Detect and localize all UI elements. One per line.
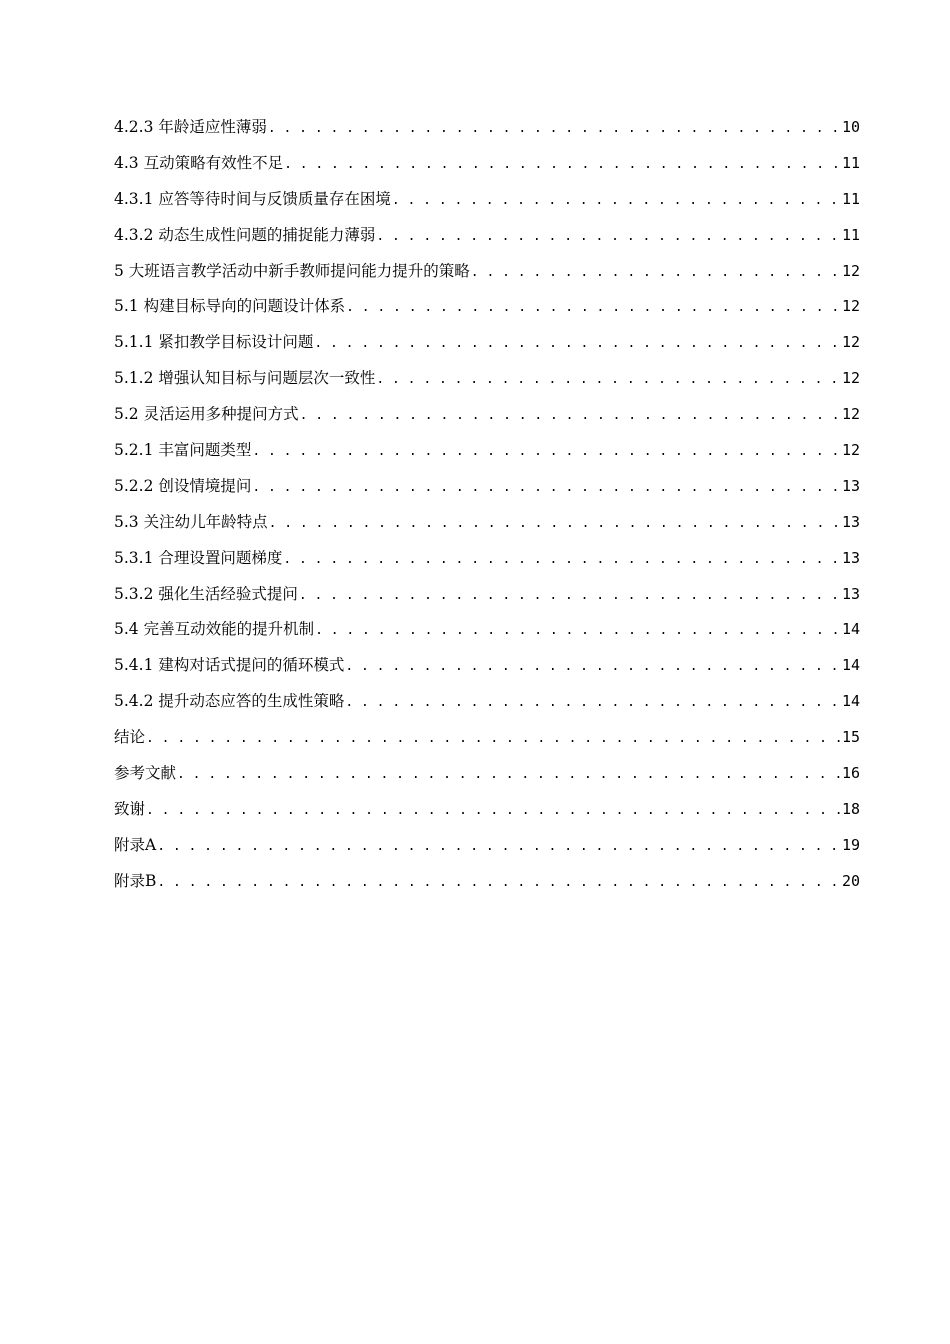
toc-entry-title: 5.1.1 紧扣教学目标设计问题 [114,333,314,352]
toc-entry[interactable] [114,218,860,254]
toc-page-number: 14 [841,656,860,675]
toc-entry[interactable] [114,648,860,684]
toc-entry[interactable] [114,397,860,433]
toc-dot-leader [345,649,840,685]
toc-page-number: 10 [841,118,860,136]
toc-entry-title: 5.4.1 建构对话式提问的循环模式 [114,656,345,675]
toc-dot-leader [252,434,840,470]
toc-dot-leader [157,829,840,865]
toc-dot-leader [376,219,840,255]
toc-dot-leader [146,721,840,757]
toc-dot-leader [268,111,840,147]
toc-entry-title: 5.2.1 丰富问题类型 [114,441,252,460]
toc-dot-leader [252,470,840,506]
toc-entry[interactable] [114,289,860,325]
toc-dot-leader [315,613,840,649]
toc-entry[interactable] [114,792,860,828]
toc-entry-title: 4.3 互动策略有效性不足 [114,153,284,172]
toc-dot-leader [392,183,840,219]
toc-dot-leader [177,757,840,793]
toc-entry-title: 5 大班语言教学活动中新手教师提问能力提升的策略 [114,261,470,280]
toc-page-number: 18 [841,799,860,818]
toc-page-number: 13 [841,548,860,567]
toc-page-number: 12 [841,261,860,280]
toc-dot-leader [283,542,840,578]
toc-entry[interactable] [114,325,860,361]
toc-page-number: 16 [841,764,860,783]
toc-entry-title: 5.3.1 合理设置问题梯度 [114,548,283,567]
toc-dot-leader [300,398,840,434]
toc-entry-title: 4.3.1 应答等待时间与反馈质量存在困境 [114,189,391,208]
toc-entry-title: 5.3 关注幼儿年龄特点 [114,512,268,531]
toc-entry[interactable] [114,361,860,397]
toc-page-number: 13 [841,476,860,495]
toc-page-number: 14 [841,692,860,711]
toc-entry-title: 附录A [114,835,157,854]
toc-entry[interactable] [114,254,860,290]
toc-page-number: 15 [841,728,860,747]
toc-dot-leader [376,362,840,398]
toc-entry-title: 4.2.3 年龄适应性薄弱 [114,118,267,136]
toc-entry-title: 5.1.2 增强认知目标与问题层次一致性 [114,369,376,388]
toc-dot-leader [299,578,840,614]
toc-page-number: 12 [841,297,860,316]
toc-entry[interactable] [114,146,860,182]
toc-entry[interactable] [114,684,860,720]
toc-entry-title: 5.2.2 创设情境提问 [114,476,252,495]
toc-dot-leader [157,865,840,901]
toc-entry[interactable] [114,110,860,146]
toc-entry[interactable] [114,541,860,577]
table-of-contents [114,110,860,900]
toc-page-number: 11 [841,153,860,172]
toc-entry[interactable] [114,864,860,900]
toc-page-number: 13 [841,584,860,603]
toc-dot-leader [314,326,840,362]
toc-dot-leader [345,685,840,721]
toc-dot-leader [346,290,840,326]
toc-entry[interactable] [114,756,860,792]
toc-dot-leader [471,255,840,291]
toc-page-number: 11 [841,225,860,244]
toc-page-number: 14 [841,620,860,639]
toc-entry-title: 5.4.2 提升动态应答的生成性策略 [114,692,345,711]
toc-entry[interactable] [114,612,860,648]
toc-entry[interactable] [114,505,860,541]
toc-page-number: 12 [841,441,860,460]
toc-entry-title: 4.3.2 动态生成性问题的捕捉能力薄弱 [114,225,376,244]
toc-entry-title: 致谢 [114,799,146,818]
toc-dot-leader [269,506,840,542]
toc-dot-leader [284,147,840,183]
toc-entry-title: 5.3.2 强化生活经验式提问 [114,584,298,603]
toc-entry[interactable] [114,577,860,613]
toc-page-number: 19 [841,835,860,854]
toc-page-number: 12 [841,405,860,424]
toc-page-number: 12 [841,333,860,352]
toc-entry[interactable] [114,433,860,469]
toc-entry-title: 5.2 灵活运用多种提问方式 [114,405,299,424]
toc-page-number: 20 [841,871,860,890]
toc-entry-title: 参考文献 [114,764,177,783]
toc-entry-title: 5.4 完善互动效能的提升机制 [114,620,315,639]
toc-entry[interactable] [114,828,860,864]
toc-entry[interactable] [114,469,860,505]
toc-entry[interactable] [114,182,860,218]
toc-page-number: 11 [841,189,860,208]
toc-dot-leader [146,793,840,829]
toc-entry-title: 附录B [114,871,157,890]
toc-entry-title: 5.1 构建目标导向的问题设计体系 [114,297,346,316]
toc-entry[interactable] [114,720,860,756]
toc-page-number: 12 [841,369,860,388]
toc-page-number: 13 [841,512,860,531]
toc-entry-title: 结论 [114,728,146,747]
